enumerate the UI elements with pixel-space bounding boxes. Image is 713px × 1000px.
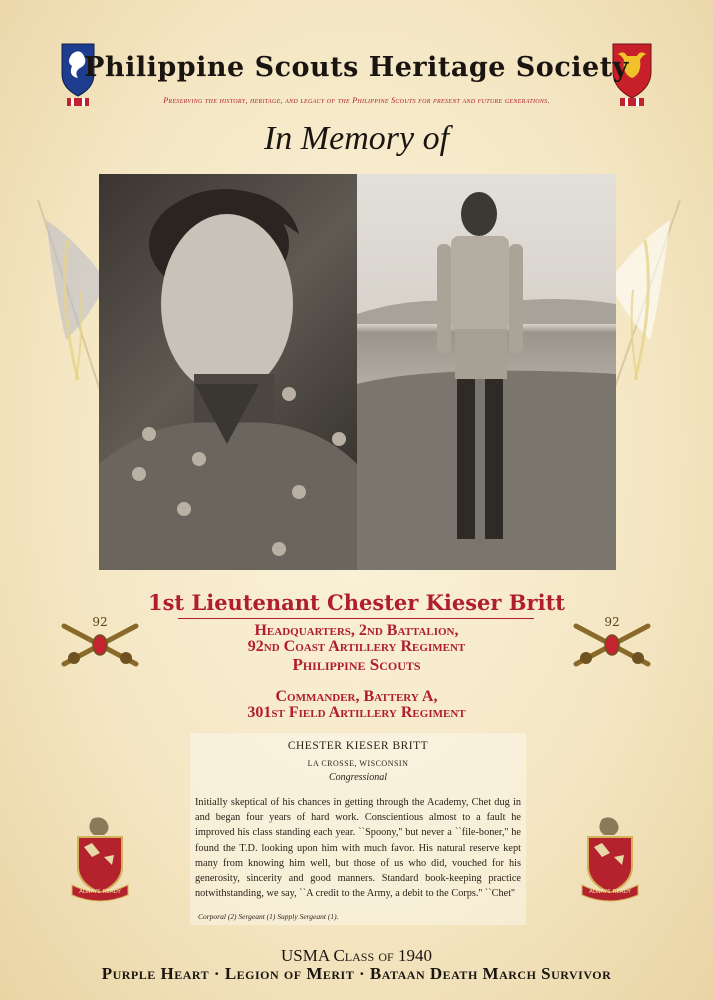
society-title: Philippine Scouts Heritage Society [84,52,629,83]
cannon-number-left: 92 [92,615,108,629]
in-memory-heading: In Memory of [263,120,450,157]
honoree-name: 1st Lieutenant Chester Kieser Britt [148,590,565,615]
cannon-number-right: 92 [604,615,620,629]
honors-line: Purple Heart · Legion of Merit · Bataan Death March Survivor [101,964,612,983]
unit-line-3: Philippine Scouts [292,655,421,674]
yearbook-hometown: LA CROSSE, WISCONSIN [307,759,409,768]
regimental-crest-right-icon [580,815,640,903]
usma-class-line: USMA Class of 1940 [281,946,432,965]
society-tagline: Preserving the history, heritage, and legacy of the Philippine Scouts for present and future generations. [163,96,550,105]
field-uniform-photo [357,174,616,570]
cadet-portrait-illustration [99,174,357,570]
unit-line-2: 92nd Coast Artillery Regiment [247,638,466,655]
crest-motto-right: ALWAYS READY [589,889,631,895]
crest-motto-left: ALWAYS READY [79,889,121,895]
yearbook-ranks: Corporal (2) Sergeant (1) Supply Sergeant (1). [198,912,339,921]
yearbook-body: Initially skeptical of his chances in getting through the Academy, Chet dug in and began four years of hard work. Conscientious almost to a fault he improved his class standing each year. ``Spoony,'' but never a ``file-boner,'' he found the T.D. looking upon him with much favor. His natural reserve kept many from knowing him well, but those of us who did, vouched for his generosity, sincerity and good manners. Standard book-keeping practice notwithstanding, we say, ``A credit to the Army, a debit to the Corps.'' ``Chet'' [195,797,521,900]
unit-line-1: Headquarters, 2nd Battalion, [254,622,459,639]
yearbook-name: CHESTER KIESER BRITT [287,740,429,752]
command-line-1: Commander, Battery A, [275,688,438,705]
yearbook-appointment: Congressional [329,772,387,783]
name-underline [178,618,534,619]
command-line-2: 301st Field Artillery Regiment [247,704,466,721]
crossed-cannons-insignia-left-icon [58,612,142,672]
crossed-cannons-insignia-right-icon [570,612,654,672]
regimental-crest-left-icon [70,815,130,903]
cadet-portrait-photo [99,174,357,570]
field-uniform-illustration [357,174,616,570]
